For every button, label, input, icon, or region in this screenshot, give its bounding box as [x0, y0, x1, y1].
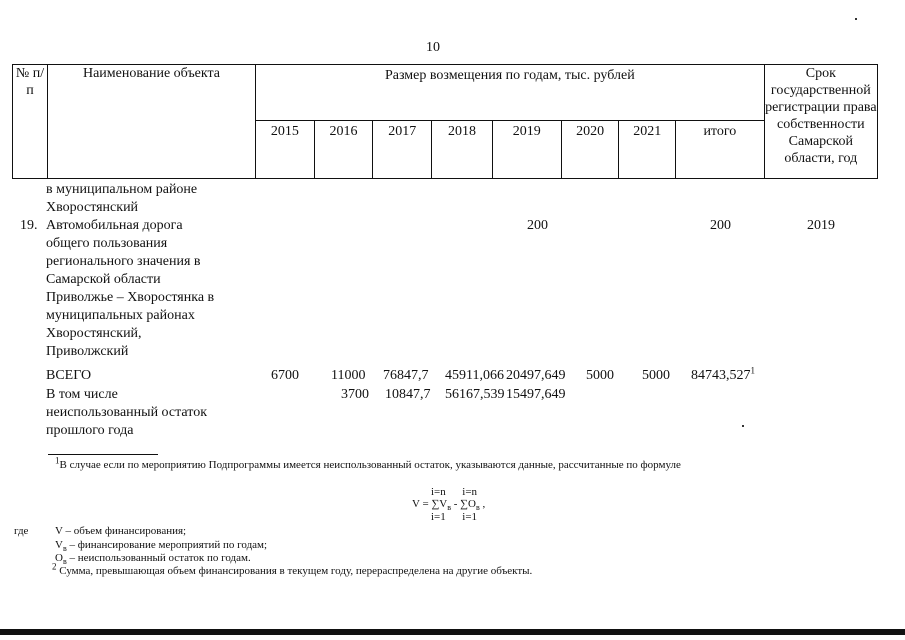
item-name-line: общего пользования: [46, 236, 168, 251]
total-value: 11000: [331, 368, 366, 383]
item-name-line: Самарской области: [46, 272, 161, 287]
item-value-2019: 200: [527, 218, 548, 233]
total-value: 5000: [586, 368, 614, 383]
footnote-2-mark: 2: [52, 561, 57, 572]
header-col-amount: Размер возмещения по годам, тыс. рублей: [256, 65, 765, 121]
total-value-sum: 84743,527$^1$: [691, 365, 755, 383]
item-name-line: Хворостянский,: [46, 326, 142, 341]
total-value: 76847,7: [383, 368, 429, 383]
scan-speck: [855, 18, 857, 20]
incl-value-2017: 10847,7: [385, 387, 431, 402]
footnote-1: $^1$В случае если по мероприятию Подпрограммы имеется неиспользованный остаток, указываются данные, рассчитанные по формуле: [55, 455, 681, 471]
item-number: 19.: [20, 218, 38, 233]
header-col-number: № п/п: [13, 65, 48, 179]
incl-label-line: прошлого года: [46, 423, 134, 438]
item-value-total: 200: [710, 218, 731, 233]
header-year: 2020: [561, 121, 619, 179]
where-word: где: [14, 525, 29, 537]
footnote-ref-1: 1: [750, 365, 755, 376]
header-col-name: Наименование объекта: [48, 65, 256, 179]
total-value: 5000: [642, 368, 670, 383]
header-col-term: Срок государственной регистрации права собственности Самарской области, год: [764, 65, 877, 179]
item-name-line: регионального значения в: [46, 254, 201, 269]
footnote-1-mark: 1: [55, 455, 60, 466]
formula: $V = \sum V_в - \sum O_в$ ,: [412, 498, 486, 513]
total-value: 20497,649: [506, 368, 566, 383]
definition-v: V – объем финансирования;: [55, 525, 187, 537]
header-table: [12, 64, 878, 179]
header-year-total: итого: [676, 121, 765, 179]
definition-vv: $V_в$ – финансирование мероприятий по годам;: [55, 539, 268, 554]
header-year: 2019: [492, 121, 561, 179]
scan-bottom-border: [0, 629, 905, 635]
total-label: ВСЕГО: [46, 368, 92, 383]
continued-name-line: Хворостянский: [46, 200, 139, 215]
header-year: 2018: [432, 121, 493, 179]
footnote-rule: [48, 454, 158, 455]
definition-ov: $O_в$ – неиспользованный остаток по годам.: [55, 552, 251, 567]
scan-speck: [742, 425, 744, 427]
incl-label-line: В том числе: [46, 387, 118, 402]
formula-lower-limits: i=1 i=1: [431, 511, 478, 523]
header-year: 2017: [373, 121, 432, 179]
header-year: 2016: [314, 121, 373, 179]
incl-value-2018: 56167,539: [445, 387, 505, 402]
item-name-line: Автомобильная дорога: [46, 218, 183, 233]
item-name-line: муниципальных районах: [46, 308, 195, 323]
total-value: 6700: [271, 368, 299, 383]
header-year: 2021: [619, 121, 676, 179]
continued-name-line: в муниципальном районе: [46, 182, 198, 197]
incl-value-2019: 15497,649: [506, 387, 566, 402]
formula-upper-limits: i=n i=n: [431, 486, 478, 498]
incl-value-2016: 3700: [341, 387, 369, 402]
incl-label-line: неиспользованный остаток: [46, 405, 207, 420]
page-number: 10: [426, 40, 440, 55]
item-name-line: Приволжье – Хворостянка в: [46, 290, 215, 305]
item-registration-year: 2019: [807, 218, 835, 233]
header-year: 2015: [256, 121, 315, 179]
total-value: 45911,066: [445, 368, 504, 383]
item-name-line: Приволжский: [46, 344, 129, 359]
footnote-2: $^2$ Сумма, превышающая объем финансирования в текущем году, перераспределена на другие объекты.: [52, 561, 533, 577]
